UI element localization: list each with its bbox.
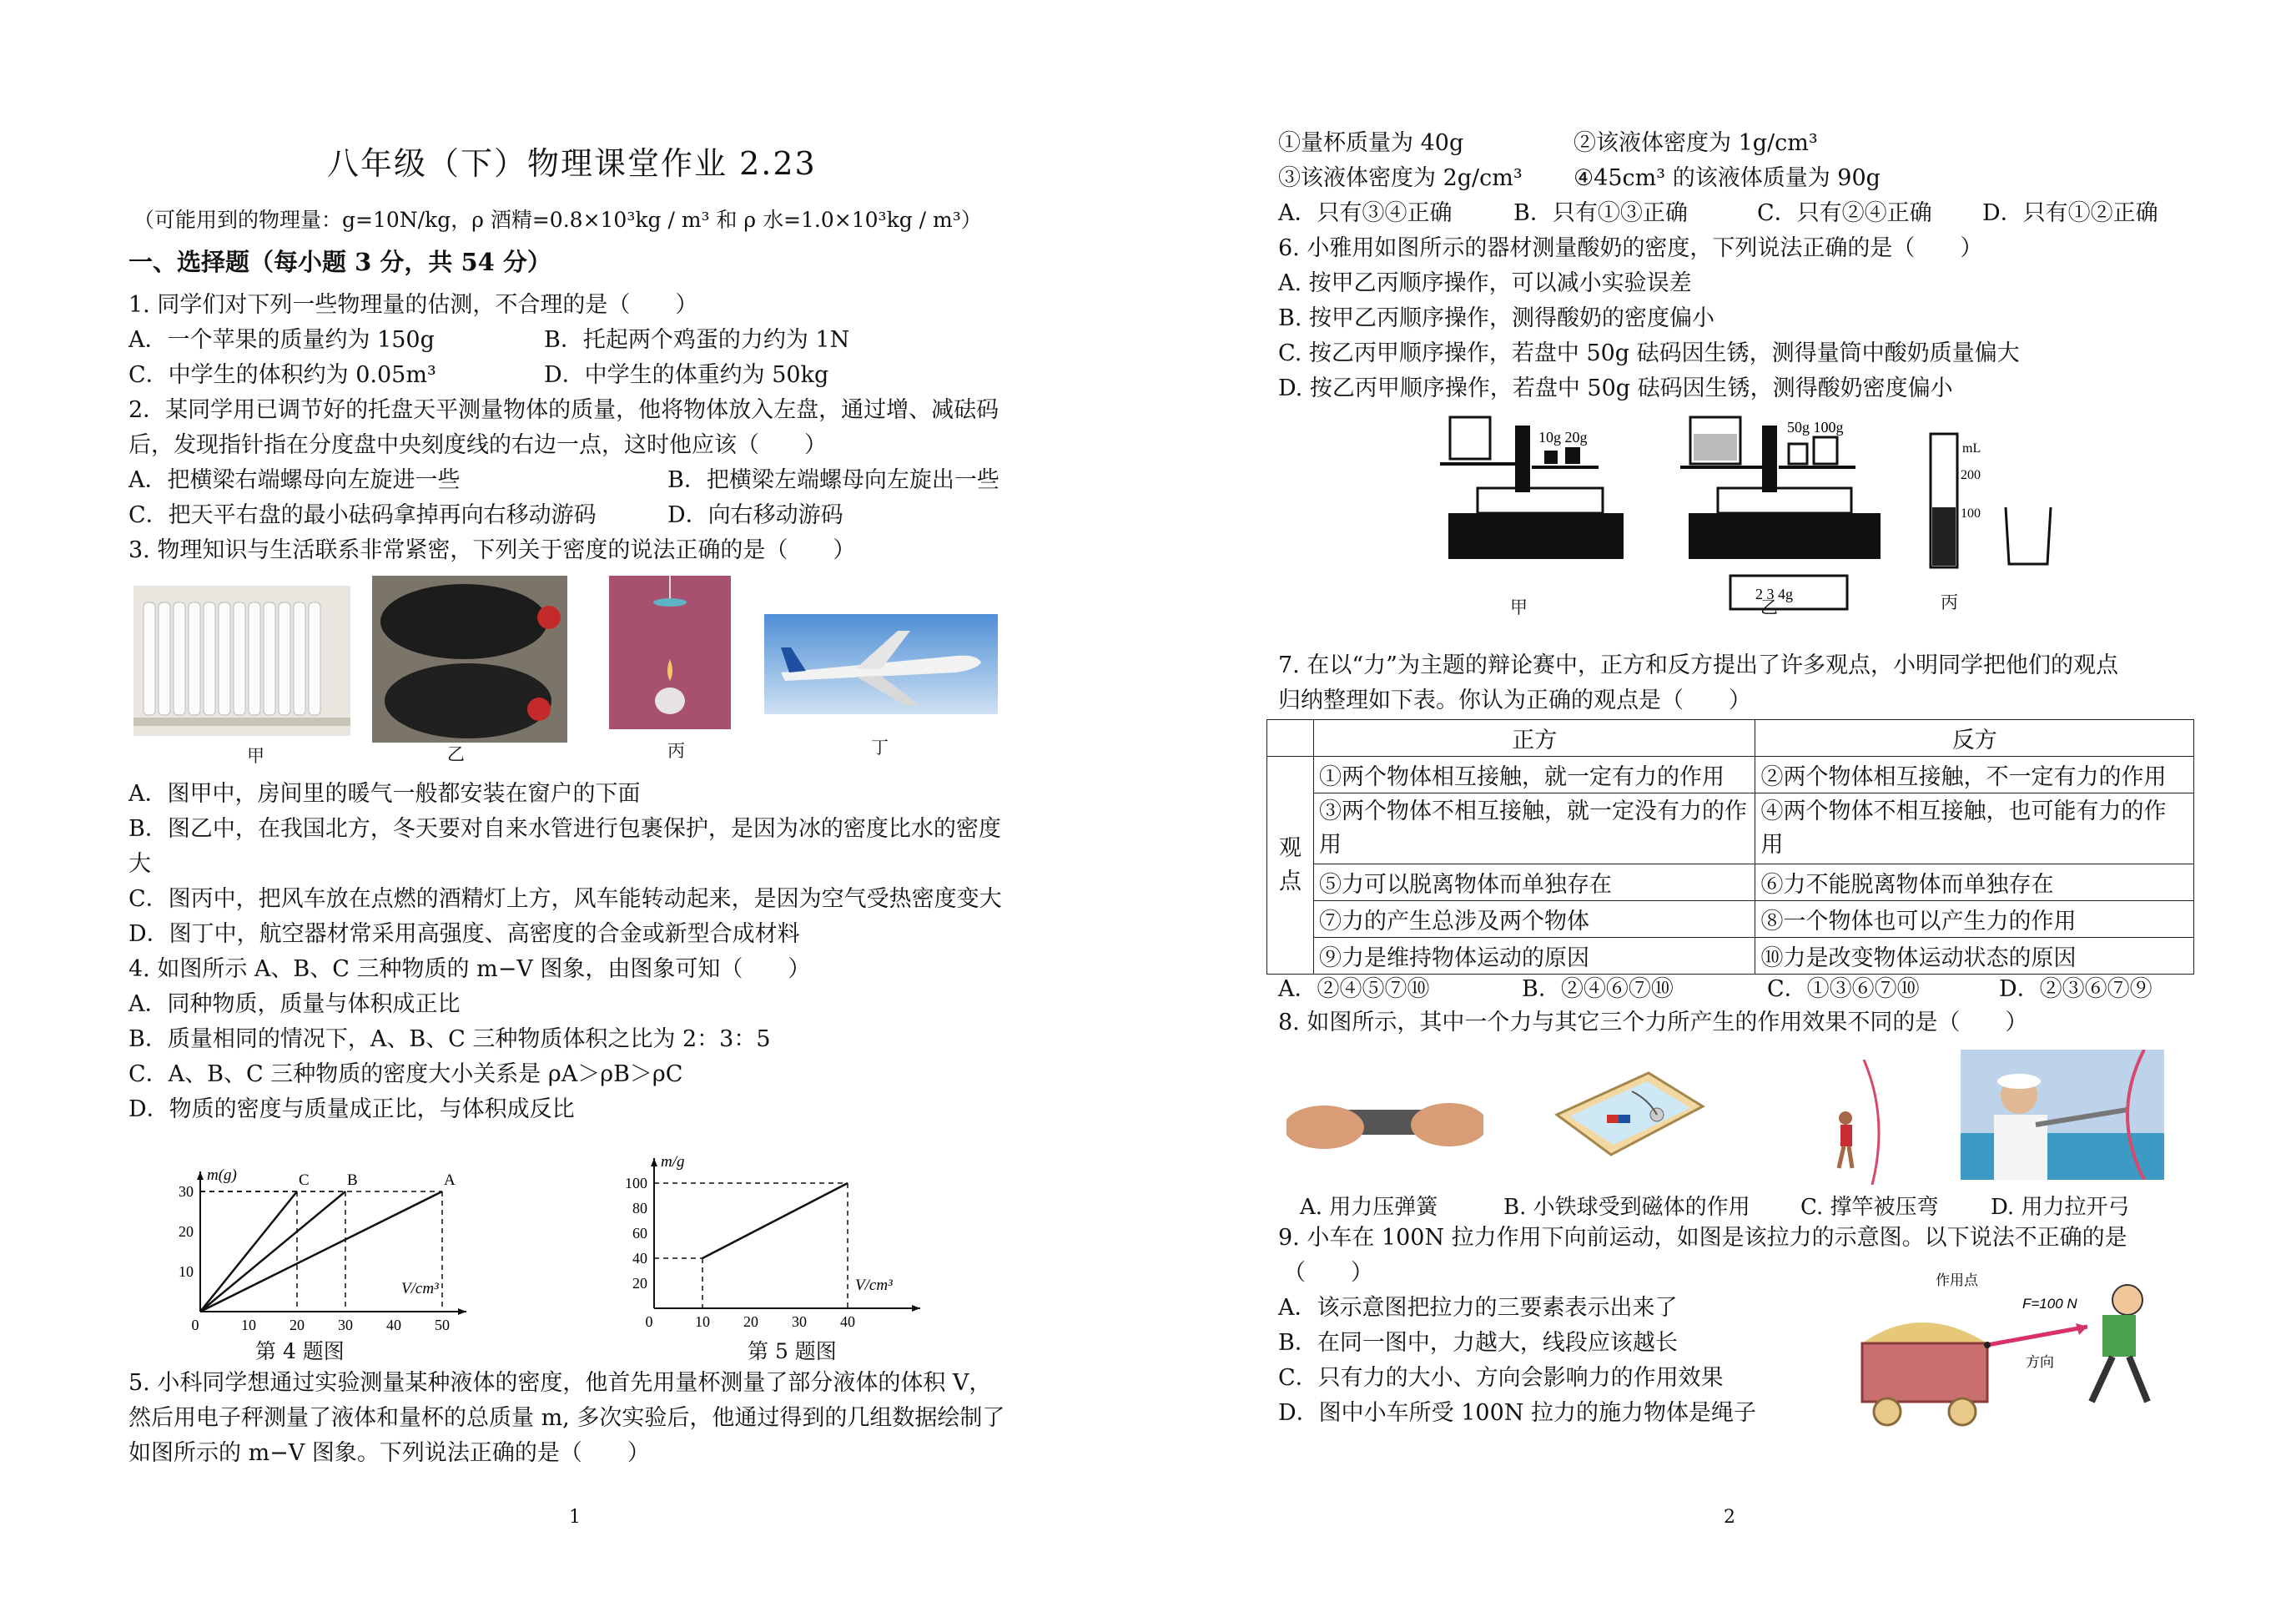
table-cell-con-2: ④两个物体不相互接触，也可能有力的作用 [1755, 793, 2194, 864]
table-head-pro: 正方 [1313, 720, 1755, 757]
q3-option-a: A．图甲中，房间里的暖气一般都安装在窗户的下面 [128, 781, 641, 807]
windmill-lamp-image [609, 576, 731, 729]
cylinder-tick-200: 200 [1961, 468, 1981, 482]
q7-viewpoint-table [1266, 719, 2194, 975]
page-2 [1148, 0, 2296, 1622]
q2-option-b: B．把横梁左端螺母向左旋出一些 [667, 467, 999, 493]
x-axis-arrow [458, 1308, 466, 1315]
q7-stem-line2: 归纳整理如下表。你认为正确的观点是（ ） [1278, 688, 1751, 713]
q8-option-d: D. 用力拉开弓 [1991, 1195, 2130, 1220]
figure-5-chart [617, 1125, 1001, 1333]
y-tick-label: 20 [179, 1223, 194, 1240]
q3-option-b-line2: 大 [128, 851, 151, 877]
q5-statement-4: ④45cm³ 的该液体质量为 90g [1573, 165, 1881, 191]
x-axis-label: V/cm³ [855, 1277, 893, 1294]
series-label-A: A [444, 1171, 456, 1189]
q4-stem: 4. 如图所示 A、B、C 三种物质的 m−V 图象，由图象可知（ ） [128, 956, 811, 982]
q6-option-d: D. 按乙丙甲顺序操作，若盘中 50g 砝码因生锈，测得酸奶密度偏小 [1278, 375, 1953, 401]
q6-caption-bing: 丙 [1941, 592, 1958, 612]
q1-option-b: B．托起两个鸡蛋的力约为 1N [544, 327, 850, 353]
q6-option-a: A. 按甲乙丙顺序操作，可以减小实验误差 [1278, 270, 1692, 296]
q6-stem: 6. 小雅用如图所示的器材测量酸奶的密度，下列说法正确的是（ ） [1278, 235, 1983, 261]
q1-option-a: A．一个苹果的质量约为 150g [128, 327, 435, 353]
q5-option-b: B．只有①③正确 [1513, 200, 1688, 226]
q6-option-b: B. 按甲乙丙顺序操作，测得酸奶的密度偏小 [1278, 305, 1715, 331]
figure-5-caption: 第 5 题图 [748, 1339, 837, 1363]
q5-option-d: D．只有①②正确 [1982, 200, 2158, 226]
q8-option-b: B. 小铁球受到磁体的作用 [1503, 1195, 1750, 1220]
q2-option-c: C．把天平右盘的最小砝码拿掉再向右移动游码 [128, 502, 597, 528]
force-label: F=100 N [2022, 1296, 2077, 1312]
q4-option-a: A．同种物质，质量与体积成正比 [128, 991, 461, 1017]
page-title: 八年级（下）物理课堂作业 2.23 [327, 145, 817, 182]
x-tick-label: 30 [792, 1313, 807, 1330]
table-head-con: 反方 [1755, 720, 2194, 757]
origin-label: 0 [191, 1317, 199, 1333]
y-tick-label: 10 [179, 1263, 194, 1280]
q8-option-a: A. 用力压弹簧 [1300, 1195, 1438, 1220]
constants-line: （可能用到的物理量：g=10N/kg，ρ 酒精=0.8×10³kg / m³ 和 ρ 水=1.0×10³kg / m³） [133, 208, 982, 232]
weights-label-1: 10g 20g [1538, 429, 1588, 446]
x-tick-label: 40 [386, 1317, 401, 1333]
table-cell-pro-3: ⑤力可以脱离物体而单独存在 [1313, 864, 1755, 901]
balance-yi-figure [1672, 409, 1922, 617]
q5-stem-line1: 5. 小科同学想通过实验测量某种液体的密度，他首先用量杯测量了部分液体的体积 V， [128, 1370, 992, 1396]
q2-option-a: A．把横梁右端螺母向左旋进一些 [128, 467, 461, 493]
direction-label: 方向 [2026, 1354, 2054, 1370]
table-cell-con-3: ⑥力不能脱离物体而单独存在 [1755, 864, 2194, 901]
q9-stem-line1: 9. 小车在 100N 拉力作用下向前运动，如图是该拉力的示意图。以下说法不正确的是 [1278, 1225, 2127, 1251]
action-point-label: 作用点 [1936, 1272, 1978, 1288]
q1-option-d: D．中学生的体重约为 50kg [544, 362, 829, 388]
q7-option-c: C．①③⑥⑦⑩ [1767, 976, 1920, 1002]
series-label-C: C [299, 1171, 310, 1189]
figure-4-caption: 第 4 题图 [255, 1339, 345, 1363]
y-tick-label: 40 [632, 1250, 647, 1267]
section-header: 一、选择题（每小题 3 分，共 54 分） [128, 248, 551, 276]
q5-stem-line3: 如图所示的 m−V 图象。下列说法正确的是（ ） [128, 1440, 650, 1466]
q2-option-d: D．向右移动游码 [667, 502, 843, 528]
q3-option-c: C．图丙中，把风车放在点燃的酒精灯上方，风车能转动起来，是因为空气受热密度变大 [128, 886, 1002, 912]
magnet-ball-image [1540, 1056, 1707, 1173]
series-line-m-V [702, 1183, 848, 1258]
table-cell-con-5: ⑩力是改变物体运动状态的原因 [1755, 938, 2194, 975]
q9-option-d: D．图中小车所受 100N 拉力的施力物体是绳子 [1278, 1400, 1756, 1426]
q7-option-d: D．②③⑥⑦⑨ [1999, 976, 2152, 1002]
y-tick-label: 100 [625, 1175, 647, 1191]
q1-option-c: C．中学生的体积约为 0.05m³ [128, 362, 436, 388]
figure-4-chart [159, 1145, 542, 1337]
q3-option-d: D．图丁中，航空器材常采用高强度、高密度的合金或新型合成材料 [128, 921, 800, 947]
q3-caption-bing: 丙 [667, 741, 685, 761]
q3-option-b-line1: B．图乙中，在我国北方，冬天要对自来水管进行包裹保护，是因为冰的密度比水的密度 [128, 816, 1001, 842]
series-line-C [200, 1191, 297, 1312]
q5-option-a: A．只有③④正确 [1278, 200, 1453, 226]
q9-option-b: B．在同一图中，力越大，线段应该越长 [1278, 1330, 1678, 1356]
cylinder-beaker-figure [1922, 424, 2064, 574]
q3-stem: 3. 物理知识与生活联系非常紧密，下列关于密度的说法正确的是（ ） [128, 537, 856, 563]
y-axis-label: m/g [661, 1153, 685, 1171]
page-number-1: 1 [569, 1507, 581, 1528]
series-label-B: B [347, 1171, 358, 1189]
table-cell-pro-5: ⑨力是维持物体运动的原因 [1313, 938, 1755, 975]
q6-caption-jia: 甲 [1510, 597, 1528, 617]
page-number-2: 2 [1724, 1507, 1735, 1528]
q7-stem-line1: 7. 在以“力”为主题的辩论赛中，正方和反方提出了许多观点，小明同学把他们的观点 [1278, 652, 2118, 678]
rider-scale-label: 2 3 4g [1755, 586, 1793, 602]
q9-stem-line2: （ ） [1283, 1260, 1373, 1286]
x-axis-arrow [912, 1305, 920, 1312]
origin-label: 0 [645, 1313, 653, 1330]
table-cell-pro-4: ⑦力的产生总涉及两个物体 [1313, 901, 1755, 938]
q4-option-c: C．A、B、C 三种物质的密度大小关系是 ρA＞ρB＞ρC [128, 1061, 683, 1087]
table-cell-pro-1: ①两个物体相互接触，就一定有力的作用 [1313, 757, 1755, 793]
q6-caption-yi: 乙 [1760, 597, 1778, 617]
q9-option-a: A．该示意图把拉力的三要素表示出来了 [1278, 1295, 1678, 1321]
q1-stem: 1. 同学们对下列一些物理量的估测，不合理的是（ ） [128, 292, 698, 318]
table-corner [1267, 720, 1314, 757]
pole-vault-image [1822, 1060, 1897, 1185]
x-axis-label: V/cm³ [401, 1280, 439, 1297]
y-axis-arrow [197, 1171, 204, 1180]
x-tick-label: 30 [338, 1317, 353, 1333]
q9-option-c: C．只有力的大小、方向会影响力的作用效果 [1278, 1365, 1724, 1391]
wrapped-pipe-image [372, 576, 567, 743]
y-axis-label: m(g) [207, 1166, 237, 1184]
cart-pull-figure [1837, 1268, 2171, 1435]
q7-option-b: B．②④⑥⑦⑩ [1522, 976, 1674, 1002]
y-tick-label: 60 [632, 1225, 647, 1242]
table-row-label: 观点 [1267, 757, 1314, 975]
q5-option-c: C．只有②④正确 [1757, 200, 1932, 226]
x-tick-label: 20 [290, 1317, 305, 1333]
spring-press-image [1286, 1081, 1483, 1165]
y-tick-label: 30 [179, 1183, 194, 1200]
airplane-image [764, 614, 998, 714]
q5-statement-3: ③该液体密度为 2g/cm³ [1278, 165, 1523, 191]
q4-option-b: B．质量相同的情况下，A、B、C 三种物质体积之比为 2：3：5 [128, 1026, 771, 1052]
q2-stem-line2: 后，发现指针指在分度盘中央刻度线的右边一点，这时他应该（ ） [128, 432, 827, 458]
balance-jia-figure [1432, 409, 1632, 576]
q3-caption-yi: 乙 [447, 744, 465, 764]
y-tick-label: 80 [632, 1200, 647, 1216]
radiator-image [133, 586, 350, 736]
q7-option-a: A．②④⑤⑦⑩ [1278, 976, 1430, 1002]
x-tick-label: 10 [241, 1317, 256, 1333]
q3-caption-ding: 丁 [871, 738, 889, 758]
q2-stem-line1: 2．某同学用已调节好的托盘天平测量物体的质量，他将物体放入左盘，通过增、减砝码 [128, 397, 999, 423]
q6-option-c: C. 按乙丙甲顺序操作，若盘中 50g 砝码因生锈，测得量筒中酸奶质量偏大 [1278, 340, 2020, 366]
q8-stem: 8. 如图所示，其中一个力与其它三个力所产生的作用效果不同的是（ ） [1278, 1010, 2028, 1035]
x-tick-label: 50 [435, 1317, 450, 1333]
weights-label-2: 50g 100g [1787, 419, 1844, 436]
q4-option-d: D．物质的密度与质量成正比，与体积成反比 [128, 1096, 575, 1122]
q8-option-c: C. 撑竿被压弯 [1800, 1195, 1939, 1220]
y-tick-label: 20 [632, 1275, 647, 1292]
archer-image [1961, 1050, 2164, 1180]
q5-statement-1: ①量杯质量为 40g [1278, 130, 1464, 156]
q5-stem-line2: 然后用电子秤测量了液体和量杯的总质量 m, 多次实验后，他通过得到的几组数据绘制了 [128, 1405, 1005, 1431]
x-tick-label: 10 [695, 1313, 710, 1330]
cylinder-tick-100: 100 [1961, 506, 1981, 521]
table-cell-pro-2: ③两个物体不相互接触，就一定没有力的作用 [1313, 793, 1755, 864]
cylinder-unit: mL [1962, 441, 1981, 456]
series-line-B [200, 1191, 345, 1312]
q3-caption-jia: 甲 [247, 746, 264, 766]
table-cell-con-1: ②两个物体相互接触，不一定有力的作用 [1755, 757, 2194, 793]
y-axis-arrow [651, 1158, 657, 1166]
table-cell-con-4: ⑧一个物体也可以产生力的作用 [1755, 901, 2194, 938]
x-tick-label: 40 [840, 1313, 855, 1330]
q5-statement-2: ②该液体密度为 1g/cm³ [1573, 130, 1818, 156]
x-tick-label: 20 [743, 1313, 758, 1330]
